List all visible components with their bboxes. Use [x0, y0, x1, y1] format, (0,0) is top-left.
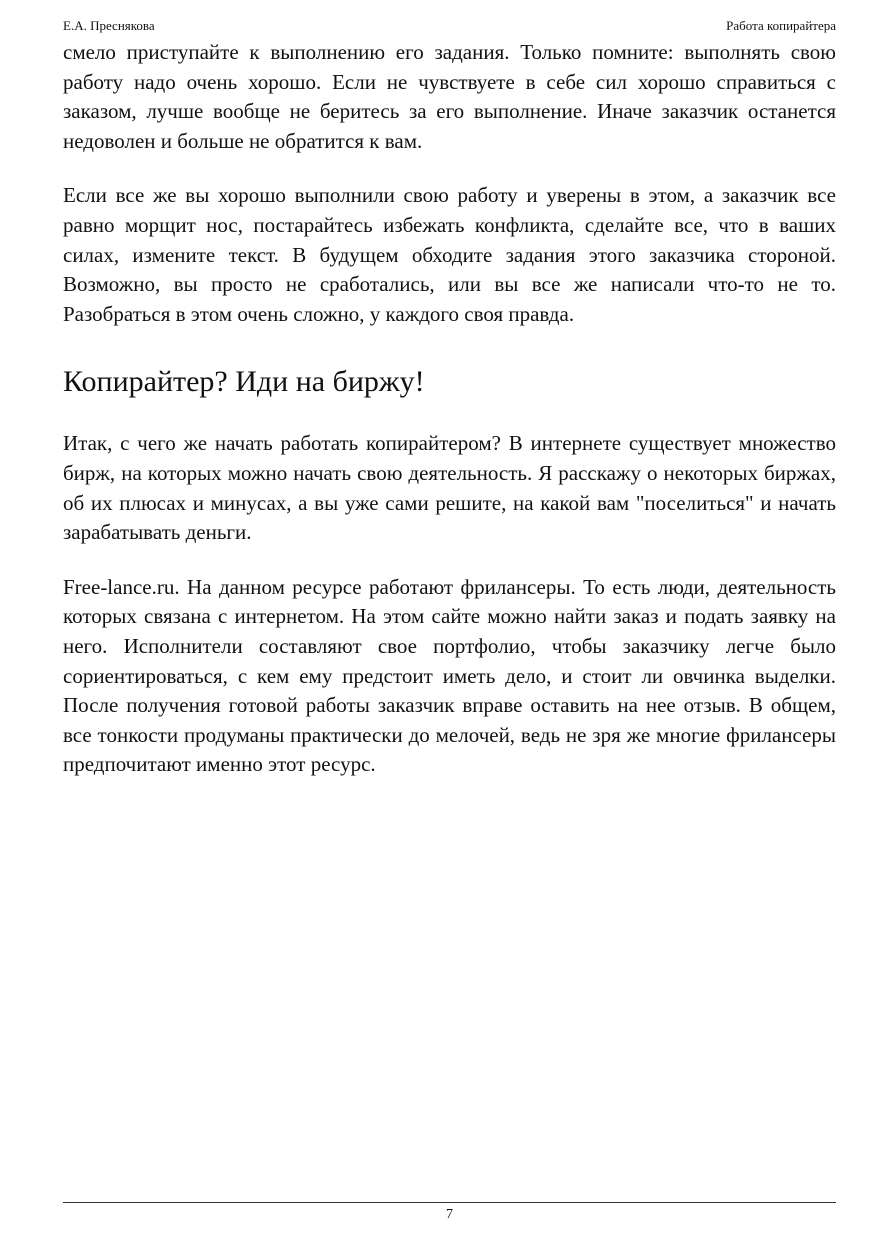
paragraph-4: Free-lance.ru. На данном ресурсе работают фрилансеры. То есть люди, деятельность которых связана с интернетом. На этом сайте можно найти заказ и подать заявку на него. Исполнители составляют свое портфолио, чтобы заказчику легче было сориентироваться, с кем ему предстоит иметь дело, и стоит ли овчинка выделки. После получения готовой работы заказчик вправе оставить на нее отзыв. В общем, все тонкости продуманы практически до мелочей, ведь не зря же многие фрилансеры предпочитают именно этот ресурс.: [63, 574, 836, 777]
running-header: [63, 17, 836, 35]
page-content: [63, 38, 836, 780]
header-book-title: Работа копирайтера: [726, 18, 836, 33]
header-author: Е.А. Преснякова: [63, 18, 155, 33]
section-heading: Копирайтер? Иди на биржу!: [63, 365, 425, 399]
paragraph-2: Если все же вы хорошо выполнили свою работу и уверены в этом, а заказчик все равно морщит нос, постарайтесь избежать конфликта, сделайте все, что в ваших силах, измените текст. В будущем обходите задания этого заказчика стороной. Возможно, вы просто не сработались, или вы все же написали что-то не то. Разобраться в этом очень сложно, у каждого своя правда.: [63, 183, 836, 326]
page-number: 7: [446, 1207, 453, 1222]
footer-divider: [63, 1202, 836, 1203]
paragraph-3: Итак, с чего же начать работать копирайтером? В интернете существует множество бирж, на которых можно начать свою деятельность. Я расскажу о некоторых биржах, об их плюсах и минусах, а вы уже сами решите, на какой вам "поселиться" и начать зарабатывать деньги.: [63, 431, 836, 545]
paragraph-1: смело приступайте к выполнению его задания. Только помните: выполнять свою работу надо очень хорошо. Если не чувствуете в себе сил хорошо справиться с заказом, лучше вообще не беритесь за его выполнение. Иначе заказчик останется недоволен и больше не обратится к вам.: [63, 40, 836, 153]
